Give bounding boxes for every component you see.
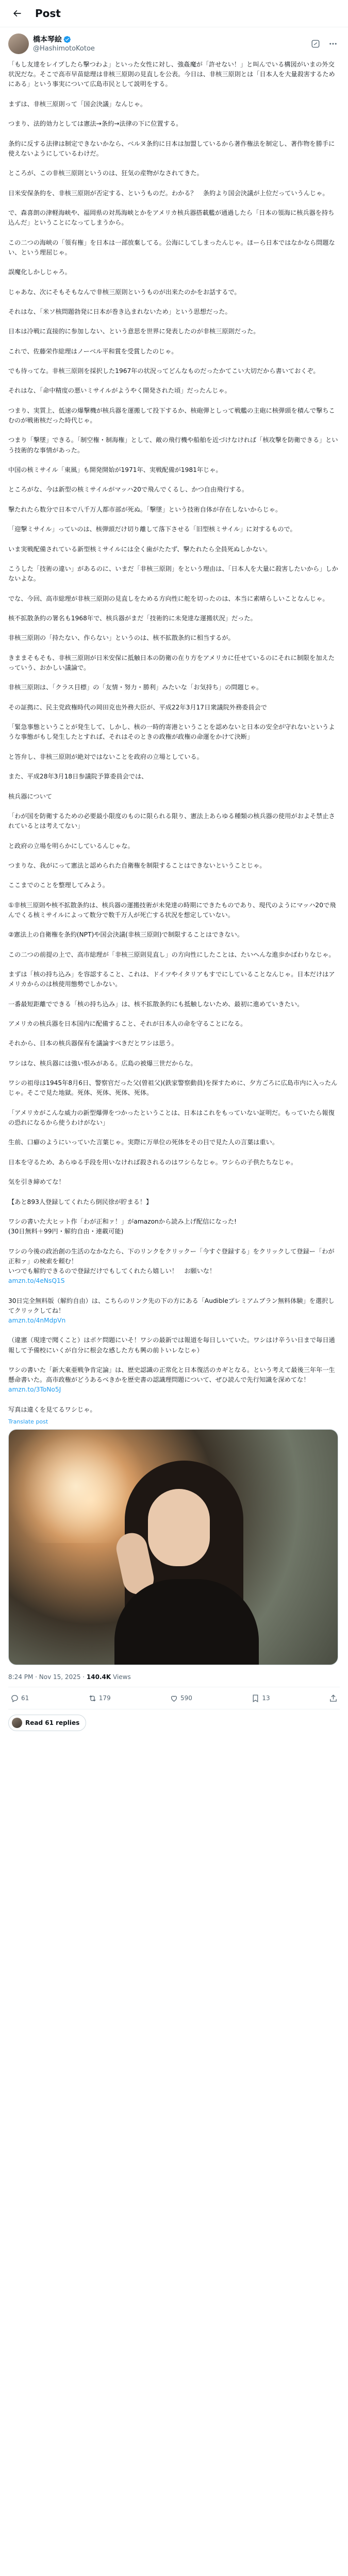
read-replies-button[interactable] bbox=[8, 1715, 86, 1731]
post-paragraph: ワシの祖母は1945年8月6日、警察官だった父(曾祖父)(鉄家警察動員)を探すために、夕方ごろに広島市内に入ったんじゃ。そこで見た地獄。死体、死体、死体、死体。 bbox=[8, 1079, 338, 1097]
post-paragraph: ②憲法上の自衛権を条約(NPT)や国会決議(非核三原則)で制限することはできない。 bbox=[8, 931, 244, 939]
post-paragraph: 核兵器について bbox=[8, 792, 53, 800]
post-paragraph: 「緊急事態ということが発生して、しかし、核の一時的寄港ということを認めないと日本の安全が守れないというような事態がもし発生したとすれば、それはそのときの政権が政権の命運をかけて決断」 bbox=[8, 723, 335, 741]
post-paragraph: と答弁し、非核三原則が絶対ではないことを政府の立場としている。 bbox=[8, 753, 203, 760]
read-replies-label: Read 61 replies bbox=[25, 1719, 80, 1727]
post-paragraph: こうした「技術の違い」があるのに、いまだ「非核三原則」をという理由は、「日本人を大量に殺害したいから」しかないよな。 bbox=[8, 565, 338, 583]
post-paragraph: 「アメリカがこんな威力の新型爆弾をつかったということは、日本はこれをもっていない証明だ。もっていたら報復の恐れになるから使うわけがない」 bbox=[8, 1109, 335, 1127]
post-paragraph: 一番最短距離でできる「核の持ち込み」は、核不拡散条約にも抵触しないため、最初に進めていきたい。 bbox=[8, 1000, 304, 1008]
post-paragraph: それはな、「米ソ核問題勃発に日本が巻き込まれないため」という思想だった。 bbox=[8, 308, 231, 315]
repost-icon bbox=[88, 1694, 97, 1703]
bookmark-button[interactable] bbox=[251, 1694, 270, 1703]
post-paragraph: 「迎撃ミサイル」っていのは、核弾頭だけ切り離して落下させる「旧型核ミサイル」に対するもので。 bbox=[8, 526, 296, 533]
post-paragraph: じゃあな、次にそもそもなんで非核三原則というものが出来たのかをお話するで。 bbox=[8, 288, 241, 296]
arrow-left-icon bbox=[12, 8, 22, 19]
post-paragraph: ①非核三原則や核不拡散条約は、核兵器の運搬技術が未発達の時期にできたものであり、現代のようにマッハ20で飛んでくる核ミサイルによって数分で数千万人が死亡する状況を想定していない。 bbox=[8, 901, 336, 919]
post-paragraph-text: 30日完全無料版（解約自由）は、こちらのリンク先の下の方にある「Audibleプレミアムプラン無料体験」を選択してクリックしてね！ bbox=[8, 1297, 335, 1314]
avatar[interactable] bbox=[8, 33, 29, 54]
reply-count: 61 bbox=[21, 1694, 29, 1702]
post-paragraph: でも待ってな。非核三原則を採択した1967年の状況ってどんなものだったかてこい大切だから書いておくぞ。 bbox=[8, 367, 320, 375]
post-paragraph: 非核三原則の「持たない、作らない」というのは、核不拡散条約に相当するが。 bbox=[8, 634, 235, 642]
like-count: 590 bbox=[180, 1694, 192, 1702]
post-paragraph bbox=[8, 1365, 340, 1395]
post-photo[interactable] bbox=[8, 1429, 338, 1665]
reply-icon bbox=[10, 1694, 19, 1703]
post-paragraph: それから、日本の核兵器保有を議論すべきだとワシは思う。 bbox=[8, 1040, 178, 1047]
heart-icon bbox=[170, 1694, 178, 1703]
post-paragraph: ワシはな、核兵器には強い恨みがある。広島の被爆三世だからな。 bbox=[8, 1059, 197, 1067]
post-paragraph: 中国の核ミサイル「東風」も開発開始が1971年、実戦配備が1981年じゃ。 bbox=[8, 466, 222, 474]
post-paragraph: その証拠に、民主党政権時代の岡田克也外務大臣が、平成22年3月17日衆議院外務委員会で bbox=[8, 703, 267, 711]
repost-count: 179 bbox=[98, 1694, 111, 1702]
post-paragraph: きままそもそも、非核三原則が日米安保に抵触日本の防衛の在り方をアメリカに任せているのにそれに制限を加えたっていう、おかしい議論で。 bbox=[8, 654, 335, 671]
bookmark-icon bbox=[251, 1694, 260, 1703]
post-paragraph bbox=[8, 1296, 340, 1326]
post-paragraph bbox=[8, 1247, 340, 1286]
author-name-text: 橋本琴絵 bbox=[33, 35, 62, 44]
post-paragraph: で、森喜朗の津軽海峡や、福岡県の対馬海峡とかをアメリカ核兵器搭載艦が通過したら「日本の領海に核兵器を持ち込んだ」ということになってしまうから。 bbox=[8, 209, 335, 227]
post-paragraph: 非核三原則は、「クラス目標」の「友情・努力・勝利」みたいな「お気持ち」の問題じゃ。 bbox=[8, 684, 263, 691]
post-paragraph: ここまでのことを整理してみよう。 bbox=[8, 882, 109, 889]
post-paragraph: 条約に反する法律は制定できないかなら、ベルヌ条約に日本は加盟しているから著作権法を制定し、著作物を勝手に使えないようにしているわけだ。 bbox=[8, 140, 335, 157]
post-timestamp bbox=[8, 1671, 340, 1687]
post-paragraph: また、平成28年3月18日参議院予算委員会では、 bbox=[8, 773, 148, 781]
view-count: 140.4K bbox=[86, 1673, 111, 1681]
more-button[interactable] bbox=[326, 37, 340, 50]
post-paragraph: それはな、「命中精度の悪いミサイルがようやく開発された頃」だったんじゃ。 bbox=[8, 387, 231, 395]
post-paragraph: 日本は冷戦に直接的に参加しない、という意思を世界に発表したのが非核三原則だった。 bbox=[8, 328, 260, 335]
post-paragraph: まずは「核の持ち込み」を容認すること、これは、ドイツやイタリアもすでにしていることなんじゃ。日本だけはアメリカからのは核使用態勢でしかない。 bbox=[8, 971, 335, 988]
back-button[interactable] bbox=[8, 5, 26, 22]
author-name[interactable] bbox=[33, 35, 305, 44]
post-paragraph: 「もし友達をレイプしたら撃つわよ」といった女性に対し、強姦魔が「許せない！」と叫んでいる構図がいまの外交状況だな。そこで高市早苗総理は非核三原則の見直しを公表。今日は、非核三原則とは「日本人を大量殺害するためにある」という事実について広島市民として説明をする。 bbox=[8, 61, 335, 88]
photo-sunlight bbox=[9, 1430, 143, 1543]
grok-icon bbox=[311, 39, 320, 48]
timestamp-time[interactable]: 8:24 PM · Nov 15, 2025 · bbox=[8, 1673, 87, 1681]
post-paragraph: アメリカの核兵器を日本国内に配備すること、それが日本人の命を守ることになる。 bbox=[8, 1020, 247, 1028]
post-paragraph: でな、今回、高市総理が非核三原則の見直しをためる方向性に舵を切ったのは、本当に素晴らしいことなんじゃ。 bbox=[8, 595, 329, 602]
photo-face bbox=[148, 1489, 210, 1566]
post-paragraph: （違憲（現達で聞くこと）はポケ問題にいそ！ワシの最新では報道を毎日しいていた。ワシはけ辛うい日まで毎日通報して予備校にいくが自分に根会な感した方も興の前トいレなじゃ） bbox=[8, 1336, 335, 1354]
post-paragraph: 「わが国を防衛するための必要最小限度のものに限られる限り、憲法上あらゆる種類の核兵器の使用がおよそ禁止されているとは考えてない」 bbox=[8, 812, 335, 830]
author-meta bbox=[33, 35, 305, 53]
post-paragraph: 気を引き締めてな！ bbox=[8, 1178, 65, 1186]
share-icon bbox=[329, 1694, 338, 1703]
grok-button[interactable] bbox=[309, 37, 322, 50]
post-paragraph: 日米安保条約を、非核三原則が否定する、というものだ。わかる？ 条約より国会決議が上位だっていうんじゃ。 bbox=[8, 189, 329, 197]
share-button[interactable] bbox=[329, 1694, 338, 1703]
verified-badge-icon bbox=[63, 36, 71, 43]
post-paragraph: ワシの書いた大ヒット作「わが正和ァ！」がamazonから読み上げ配信になった! (30日無料＋99円・解約自由・連載可能) bbox=[8, 1217, 237, 1235]
post-paragraph-text: ワシの書いた「新大東亜戦争肯定論」は、歴史認識の正常化と日本復活のカギとなる。という考えて最後三年年一生懸命書いた。高市政権がどうあるべきかを歴史書の認識理問題について、ぜひ読んで先行知識を深めてな！ bbox=[8, 1366, 335, 1384]
author-handle[interactable]: @HashimotoKotoe bbox=[33, 44, 95, 53]
replies-row bbox=[8, 1709, 340, 1736]
post-paragraph: ところがな、今は新型の核ミサイルがマッハ20で飛んでくるし、かつ自由飛行する。 bbox=[8, 486, 248, 494]
post-paragraph: 【あと893人登録してくれたら倒民徐が貯まる！】 bbox=[8, 1198, 153, 1206]
post-paragraph: いま実戦配備されている新型核ミサイルには全く歯がたたず、撃たれたら全員死ぬしかない。 bbox=[8, 545, 272, 553]
top-bar bbox=[0, 0, 348, 27]
post-paragraph: 写真は違くを見てるワシじゃ。 bbox=[8, 1405, 96, 1413]
amazon-link-2[interactable]: amzn.to/4nMdpVn bbox=[8, 1316, 66, 1324]
post-paragraph: 誤魔化しかしじゃろ。 bbox=[8, 268, 71, 276]
post-paragraph: まずは、非核三原則って「国会決議」なんじゃ。 bbox=[8, 100, 147, 108]
reply-button[interactable] bbox=[10, 1694, 29, 1703]
post-paragraph: つまり、実質上、低速の爆撃機が核兵器を運搬して投下するか、核砲弾としって戦艦の主砲に核弾頭を積んで撃ちこむのが戦術核だった時代じゃ。 bbox=[8, 406, 335, 425]
repost-button[interactable] bbox=[88, 1694, 111, 1703]
post-paragraph: 生前、口癖のようにいっていた言葉じゃ。実際に万単位の死体をその目で見た人の言葉は重い。 bbox=[8, 1139, 279, 1146]
post-paragraph: と政府の立場を明らかにしているんじゃな。 bbox=[8, 842, 134, 850]
post-paragraph: この二つの海峡の「領有権」を日本は一部放棄してる。公海にしてしまったんじゃ。ほーら日本ではなかなら問題ない、という理屈じゃ。 bbox=[8, 239, 335, 256]
more-icon bbox=[328, 39, 338, 48]
bookmark-count: 13 bbox=[262, 1694, 270, 1702]
post-body bbox=[0, 54, 348, 1736]
post-paragraph: これで、佐藤栄作総理はノーベル平和賞を受賞したのじゃ。 bbox=[8, 347, 178, 355]
reply-avatar bbox=[12, 1718, 22, 1728]
post-paragraph: 核不拡散条約の署名も1968年で、核兵器がまだ「技術的に未発達な運搬状況」だった。 bbox=[8, 615, 257, 622]
amazon-link-3[interactable]: amzn.to/3ToNo5J bbox=[8, 1386, 61, 1394]
post-paragraph: ところが、この非核三原則というのは、狂気の産物がなされてきた。 bbox=[8, 170, 203, 177]
post-paragraph: つまりな、我がにって憲法と認められた自衛権を制限することはできないということじゃ。 bbox=[8, 861, 266, 869]
like-button[interactable] bbox=[170, 1694, 192, 1703]
post-paragraph: 日本を守るため、あらゆる手段を用いなければ殺されるのはワシらなじゃ。ワシらの子供たちなじゃ。 bbox=[8, 1158, 297, 1166]
post-paragraph: つまり「撃墜」できる。「制空権・制海権」として、敵の飛行機や船舶を近づけなければ「核攻撃を防衛できる」という技術的な事情があった。 bbox=[8, 436, 338, 454]
post-paragraph: 撃たれたら数分で日本で八千万人都市部が死ぬ。「撃墜」という技術自体が存在しないからじゃ。 bbox=[8, 505, 282, 513]
page-title: Post bbox=[35, 7, 61, 20]
amazon-link-1[interactable]: amzn.to/4eNsQ1S bbox=[8, 1277, 65, 1285]
author-row bbox=[0, 27, 348, 54]
view-label: Views bbox=[111, 1673, 131, 1681]
post-paragraph: この二つの前提の上で、高市総理が「非核三原則見直し」の方向性にしたことは、たいへんな進歩かばわりなじゃ。 bbox=[8, 951, 335, 958]
post-paragraph-text: ワシの今後の政治創の生活のなかなたら、下のリンクをクリックー「今すぐ登録する」をクリックして登録ー「わが正和ァ」の検索を頼む！ いつでも解約できるので登録だけでもしてくれたら嬉しい！ お願いな！ bbox=[8, 1247, 335, 1275]
post-paragraph: つまり、法的効力としては憲法→条約→法律の下に位置する。 bbox=[8, 120, 183, 128]
action-bar bbox=[8, 1687, 340, 1709]
translate-post-link[interactable]: Translate post bbox=[8, 1418, 48, 1426]
